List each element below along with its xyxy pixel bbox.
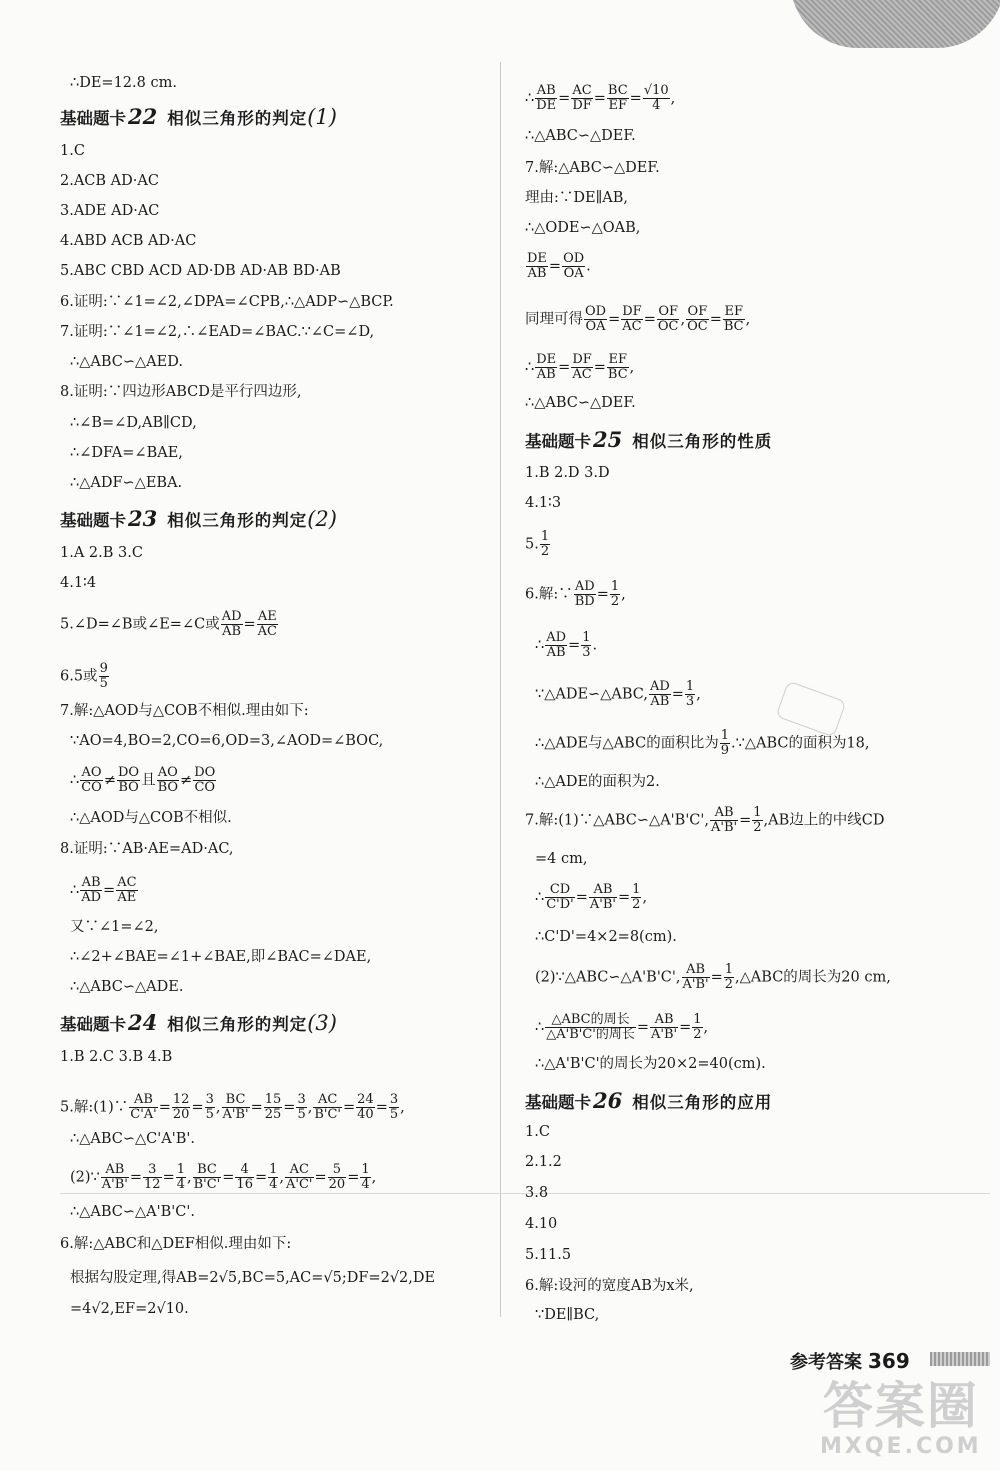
answer-line: ∵DE∥BC, bbox=[535, 1307, 600, 1323]
answer-line: ∴△ABC∽△AED. bbox=[70, 354, 183, 370]
answer-line: 6.解:设河的宽度AB为x米, bbox=[525, 1278, 694, 1294]
section-label: 基础题卡 bbox=[60, 1015, 126, 1034]
answer-line: 7.解:(1)∵△ABC∽△A'B'C', $\frac{AB}{A'B'}$ = $\frac{1}{2}$ ,AB边上的中线CD bbox=[525, 805, 885, 835]
answer-line: 8.证明:∵四边形ABCD是平行四边形, bbox=[60, 384, 302, 400]
answer-line: ∴△ADF∽△EBA. bbox=[70, 475, 183, 491]
answer-line: ∴ $\frac{CD}{C'D'}$ = $\frac{AB}{A'B'}$ = $\frac{1}{2}$ , bbox=[535, 882, 648, 912]
answer-line: ∵AO=4,BO=2,CO=6,OD=3,∠AOD=∠BOC, bbox=[70, 733, 384, 749]
answer-line: 5.解:(1)∵ $\frac{AB}{C'A'}$ = $\frac{12}{20}$ = $\frac{3}{5}$ , $\frac{BC}{A'B'}$ = $\frac{15}{25}$ = $\frac{3}{5}$ , $\frac{AC}{B'C'}$ = $\frac{24}{40}$ = $\frac{3}{5}$ , bbox=[60, 1092, 405, 1122]
page-footer bbox=[790, 1348, 910, 1374]
answer-line: 2.1.2 bbox=[525, 1154, 562, 1170]
answer-line: 5.ABC CBD ACD AD·DB AD·AB BD·AB bbox=[60, 263, 341, 279]
answer-line: ∴ $\frac{AB}{AD}$ = $\frac{AC}{AE}$ bbox=[70, 875, 137, 905]
section-title: 相似三角形的判定 bbox=[167, 109, 308, 128]
answer-line: 又∵∠1=∠2, bbox=[70, 919, 159, 935]
section-number: 26 bbox=[593, 1088, 623, 1113]
answer-line: (2)∵ $\frac{AB}{A'B'}$ = $\frac{3}{12}$ = $\frac{1}{4}$ , $\frac{BC}{B'C'}$ = $\frac{4}{16}$ = $\frac{1}{4}$ , $\frac{AC}{A'C'}$ = $\frac{5}{20}$ = $\frac{1}{4}$ , bbox=[70, 1162, 377, 1192]
answer-line: 6.解:∵ $\frac{AD}{BD}$ = $\frac{1}{2}$ , bbox=[525, 579, 626, 609]
answer-line: 3.ADE AD·AC bbox=[60, 203, 160, 219]
section-label: 基础题卡 bbox=[525, 432, 591, 451]
answer-line: ∴△AOD与△COB不相似. bbox=[70, 810, 232, 826]
answer-line: ∴△ABC∽△DEF. bbox=[525, 128, 636, 144]
answer-line: 4.10 bbox=[525, 1216, 558, 1232]
section-part: (1) bbox=[307, 105, 337, 129]
answer-line: 7.解:△ABC∽△DEF. bbox=[525, 160, 660, 176]
answer-line: ∴ $\frac{AD}{AB}$ = $\frac{1}{3}$ . bbox=[535, 630, 598, 660]
answer-line: ∵△ADE∽△ABC, $\frac{AD}{AB}$ = $\frac{1}{3}$ , bbox=[535, 679, 701, 709]
answer-line: =4√2,EF=2√10. bbox=[70, 1301, 189, 1317]
answer-line: 同理可得 $\frac{OD}{OA}$ = $\frac{DF}{AC}$ = $\frac{OF}{OC}$ , $\frac{OF}{OC}$ = $\frac{EF}{BC}$ , bbox=[525, 304, 751, 334]
answer-line: 4.1∶3 bbox=[525, 495, 562, 511]
answer-line: =4 cm, bbox=[535, 851, 588, 867]
answer-line: ∴△ADE的面积为2. bbox=[535, 774, 660, 790]
section-title: 相似三角形的判定 bbox=[167, 511, 308, 530]
column-divider bbox=[500, 62, 501, 1317]
footer-label: 参考答案 bbox=[790, 1352, 862, 1373]
section-header-22 bbox=[60, 104, 337, 129]
answer-line: ∴∠2+∠BAE=∠1+∠BAE,即∠BAC=∠DAE, bbox=[70, 949, 372, 965]
answer-line: 4.ABD ACB AD·AC bbox=[60, 233, 197, 249]
answer-line: ∴△A'B'C'的周长为20×2=40(cm). bbox=[535, 1056, 766, 1072]
answer-line: ∴△ABC∽△A'B'C'. bbox=[70, 1204, 195, 1220]
footer-decoration bbox=[930, 1352, 990, 1366]
answer-line: 根据勾股定理,得AB=2√5,BC=5,AC=√5;DF=2√2,DE bbox=[70, 1270, 436, 1286]
answer-line: 8.证明:∵AB·AE=AD·AC, bbox=[60, 841, 234, 857]
answer-line: 5.11.5 bbox=[525, 1247, 572, 1263]
answer-line: 4.1∶4 bbox=[60, 575, 97, 591]
section-title: 相似三角形的应用 bbox=[632, 1093, 773, 1112]
section-title: 相似三角形的判定 bbox=[167, 1015, 308, 1034]
answer-line: (2)∵△ABC∽△A'B'C', $\frac{AB}{A'B'}$ = $\frac{1}{2}$ ,△ABC的周长为20 cm, bbox=[535, 962, 891, 992]
section-header-26 bbox=[525, 1088, 772, 1113]
section-part: (3) bbox=[307, 1011, 337, 1035]
section-header-25 bbox=[525, 427, 772, 452]
answer-line: 5.∠D=∠B或∠E=∠C或 $\frac{AD}{AB}$ = $\frac{AE}{AC}$ bbox=[60, 609, 278, 639]
answer-line: ∴△ABC∽△C'A'B'. bbox=[70, 1131, 195, 1147]
answer-line: ∴C'D'=4×2=8(cm). bbox=[535, 929, 677, 945]
answer-line: ∴ $\frac{AO}{CO}$ ≠ $\frac{DO}{BO}$ 且 $\frac{AO}{BO}$ ≠ $\frac{DO}{CO}$ bbox=[70, 765, 216, 795]
answer-line: 1.C bbox=[525, 1124, 550, 1140]
answer-line: ∴ $\frac{AB}{DE}$ = $\frac{AC}{DF}$ = $\frac{BC}{EF}$ = $\frac{√10}{4}$ , bbox=[525, 83, 676, 113]
answer-line: 1.C bbox=[60, 143, 85, 159]
watermark-logo bbox=[820, 1378, 982, 1459]
section-label: 基础题卡 bbox=[60, 109, 126, 128]
answer-line: ∴ $\frac{DE}{AB}$ = $\frac{DF}{AC}$ = $\frac{EF}{BC}$ , bbox=[525, 352, 635, 382]
section-label: 基础题卡 bbox=[60, 511, 126, 530]
answer-line: ∴∠DFA=∠BAE, bbox=[70, 445, 183, 461]
answer-line: ∴ $\frac{\text{△ABC的周长}}{\text{△A'B'C'的周长}}$ = $\frac{AB}{A'B'}$ = $\frac{1}{2}$ , bbox=[535, 1012, 709, 1042]
answer-line: 7.解:△AOD与△COB不相似.理由如下: bbox=[60, 703, 309, 719]
answer-line: 6.5或 $\frac{9}{5}$ bbox=[60, 661, 108, 691]
section-part: (2) bbox=[307, 507, 337, 531]
answer-line: 2.ACB AD·AC bbox=[60, 173, 159, 189]
answer-line: 5. $\frac{1}{2}$ bbox=[525, 529, 550, 559]
answer-line: 1.B 2.D 3.D bbox=[525, 465, 610, 481]
answer-line: ∴△ABC∽△DEF. bbox=[525, 395, 636, 411]
section-title: 相似三角形的性质 bbox=[632, 432, 773, 451]
section-number: 25 bbox=[593, 427, 623, 452]
answer-line: 3.8 bbox=[525, 1185, 549, 1201]
answer-line: ∴△ADE与△ABC的面积比为 $\frac{1}{9}$ .∵△ABC的面积为18, bbox=[535, 728, 870, 758]
answer-line: 6.证明:∵∠1=∠2,∠DPA=∠CPB,∴△ADP∽△BCP. bbox=[60, 294, 394, 310]
watermark-url: MXQE.COM bbox=[820, 1434, 982, 1459]
answer-line: ∴∠B=∠D,AB∥CD, bbox=[70, 415, 197, 431]
answer-line: ∴△ABC∽△ADE. bbox=[70, 979, 184, 995]
section-header-23 bbox=[60, 506, 337, 531]
answer-line: $\frac{DE}{AB}$ = $\frac{OD}{OA}$ . bbox=[527, 251, 591, 281]
section-number: 23 bbox=[128, 506, 158, 531]
corner-decoration bbox=[790, 0, 1000, 48]
section-label: 基础题卡 bbox=[525, 1093, 591, 1112]
answer-line: ∴DE=12.8 cm. bbox=[70, 75, 177, 91]
answer-line: 6.解:△ABC和△DEF相似.理由如下: bbox=[60, 1236, 292, 1252]
section-number: 24 bbox=[128, 1010, 158, 1035]
section-header-24 bbox=[60, 1010, 337, 1035]
watermark-text: 答案圈 bbox=[822, 1377, 979, 1435]
answer-line: 理由:∵DE∥AB, bbox=[525, 190, 629, 206]
answer-line: 1.A 2.B 3.C bbox=[60, 545, 143, 561]
section-number: 22 bbox=[128, 104, 158, 129]
page-number: 369 bbox=[868, 1349, 910, 1373]
answer-line: 7.证明:∵∠1=∠2,∴∠EAD=∠BAC.∵∠C=∠D, bbox=[60, 324, 375, 340]
answer-line: 1.B 2.C 3.B 4.B bbox=[60, 1049, 173, 1065]
answer-line: ∴△ODE∽△OAB, bbox=[525, 220, 641, 236]
